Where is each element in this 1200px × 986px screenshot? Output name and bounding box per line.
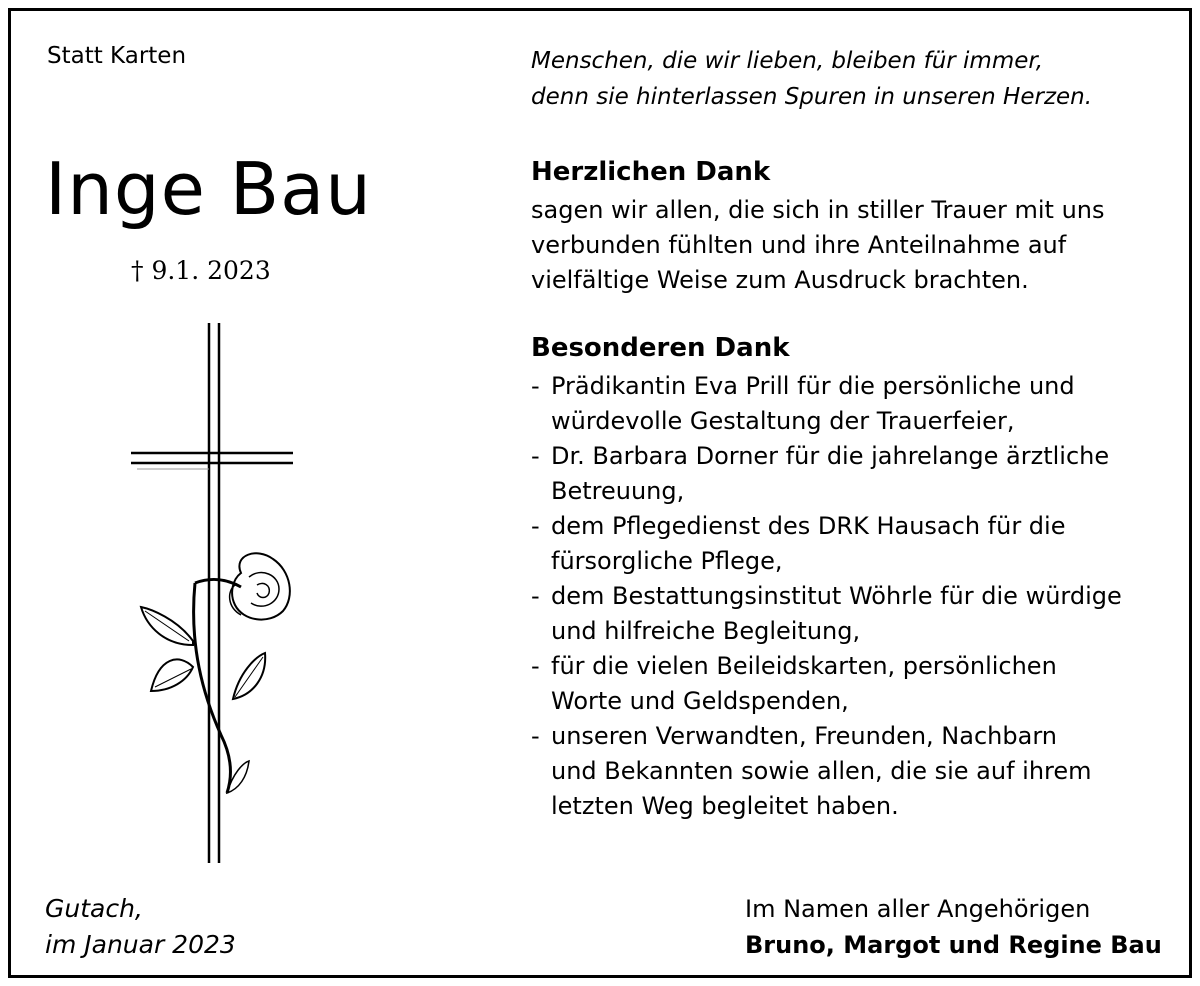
motto xyxy=(531,43,1092,115)
list-dash: - xyxy=(531,652,540,680)
statt-karten-label: Statt Karten xyxy=(47,43,187,69)
list-dash: - xyxy=(531,582,540,610)
on-behalf-line: Im Namen aller Angehörigen xyxy=(745,895,1091,923)
special-thanks-list xyxy=(531,369,1122,824)
family-names: Bruno, Margot und Regine Bau xyxy=(745,931,1162,959)
deceased-name: Inge Bau xyxy=(45,147,372,231)
list-item-line: dem Pflegedienst des DRK Hausach für die xyxy=(551,512,1066,540)
list-item-line: dem Bestattungsinstitut Wöhrle für die würdige xyxy=(551,582,1122,610)
place-date xyxy=(45,891,236,963)
motto-line-1: Menschen, die wir lieben, bleiben für immer, xyxy=(531,48,1044,74)
list-item-line: Dr. Barbara Dorner für die jahrelange ärztliche xyxy=(551,442,1110,470)
thanks-title: Herzlichen Dank xyxy=(531,157,771,187)
thanks-line: vielfältige Weise zum Ausdruck brachten. xyxy=(531,266,1029,294)
list-item xyxy=(531,369,1122,439)
list-dash: - xyxy=(531,512,540,540)
list-item-line: fürsorgliche Pflege, xyxy=(551,547,783,575)
list-item xyxy=(531,509,1122,579)
cross-with-rose-icon xyxy=(123,315,303,875)
motto-line-2: denn sie hinterlassen Spuren in unseren Herzen. xyxy=(531,84,1093,110)
list-item xyxy=(531,439,1122,509)
list-item-line: Prädikantin Eva Prill für die persönliche und xyxy=(551,372,1075,400)
list-item-line: Worte und Geldspenden, xyxy=(551,687,849,715)
month-year: im Januar 2023 xyxy=(45,930,236,959)
list-dash: - xyxy=(531,372,540,400)
special-thanks-title: Besonderen Dank xyxy=(531,333,790,363)
signature-block xyxy=(745,891,1162,963)
list-item-line: für die vielen Beileidskarten, persönlichen xyxy=(551,652,1057,680)
death-date: † 9.1. 2023 xyxy=(131,256,271,285)
list-item-line: würdevolle Gestaltung der Trauerfeier, xyxy=(551,407,1015,435)
list-item-line: Betreuung, xyxy=(551,477,685,505)
list-dash: - xyxy=(531,722,540,750)
list-item-line: und Bekannten sowie allen, die sie auf ihrem xyxy=(551,757,1092,785)
thanks-paragraph xyxy=(531,193,1105,298)
obituary-card xyxy=(8,8,1192,978)
list-item xyxy=(531,719,1122,824)
list-item-line: letzten Weg begleitet haben. xyxy=(551,792,899,820)
list-item-line: unseren Verwandten, Freunden, Nachbarn xyxy=(551,722,1057,750)
thanks-line: verbunden fühlten und ihre Anteilnahme auf xyxy=(531,231,1067,259)
list-item-line: und hilfreiche Begleitung, xyxy=(551,617,861,645)
thanks-line: sagen wir allen, die sich in stiller Trauer mit uns xyxy=(531,196,1105,224)
list-item xyxy=(531,649,1122,719)
list-dash: - xyxy=(531,442,540,470)
place: Gutach, xyxy=(45,894,143,923)
list-item xyxy=(531,579,1122,649)
